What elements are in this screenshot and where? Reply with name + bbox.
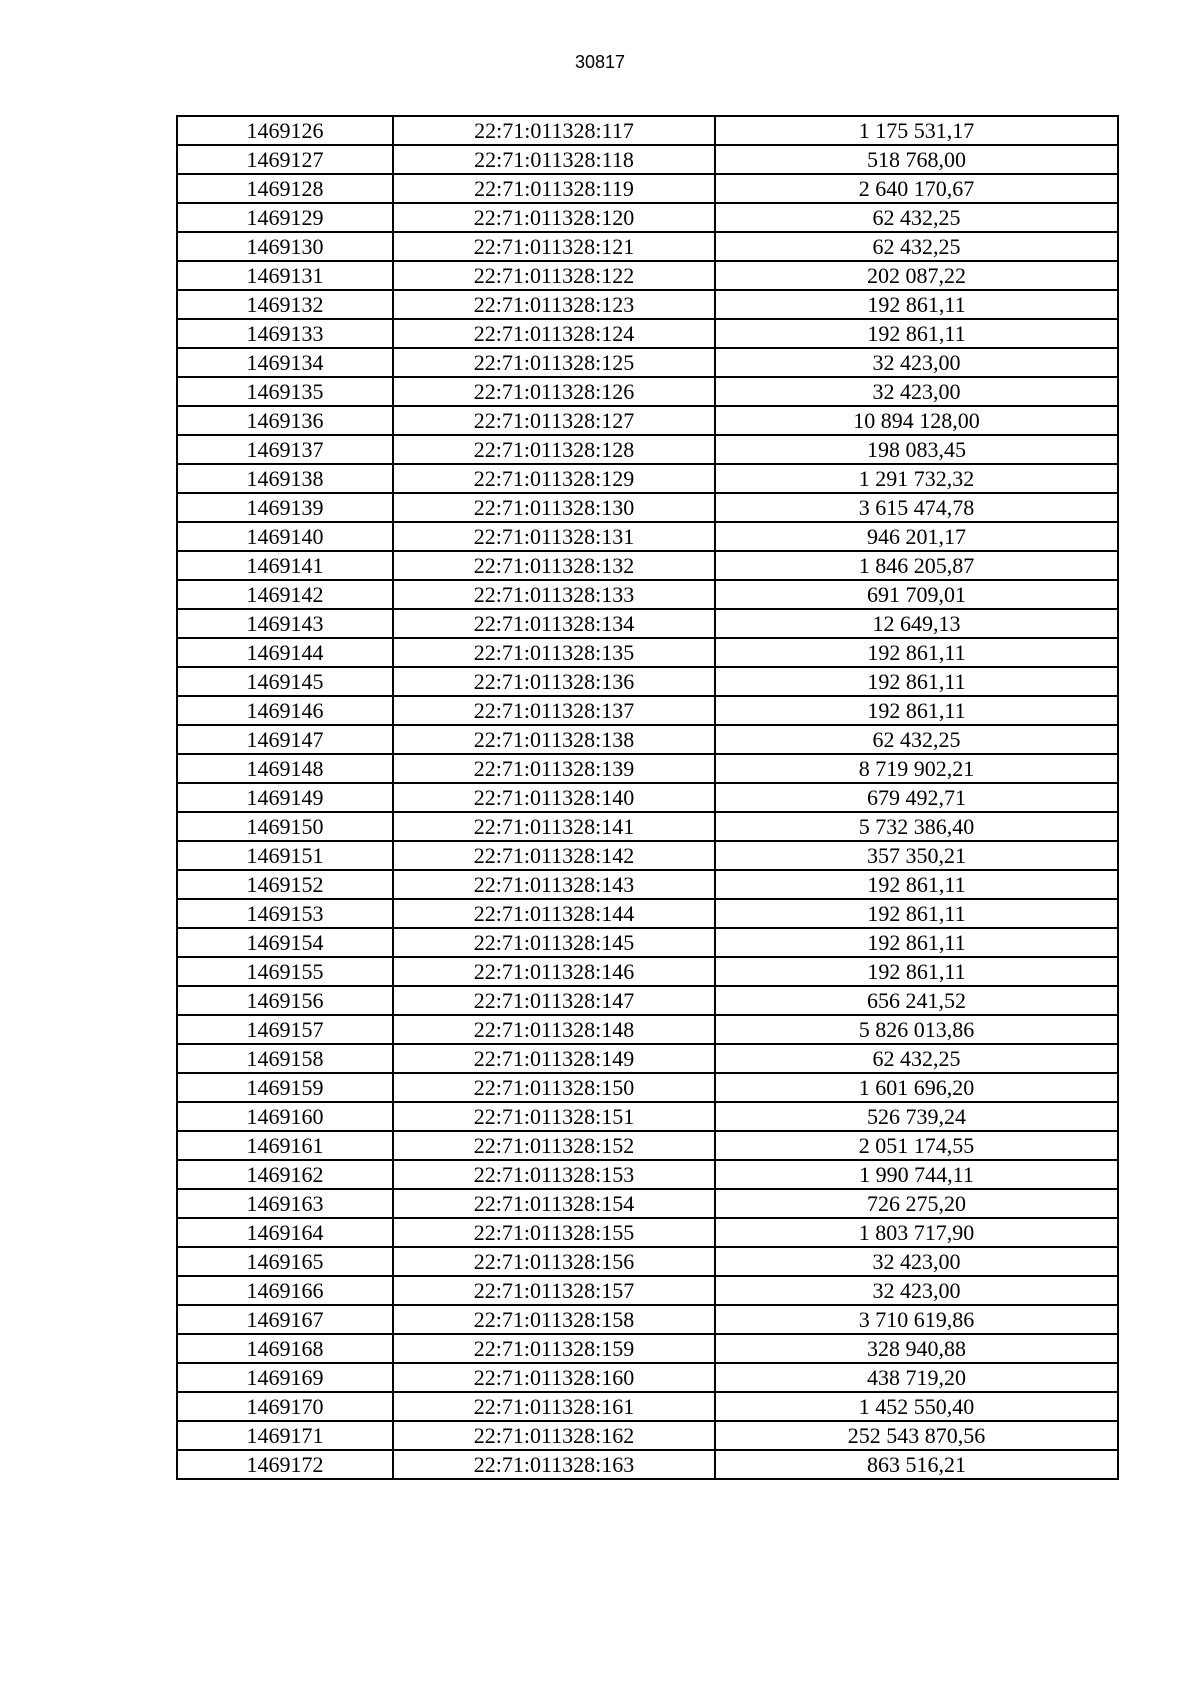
cadastral-number-cell: 22:71:011328:159 <box>393 1334 715 1363</box>
record-number-cell: 1469146 <box>177 696 393 725</box>
table-row <box>177 1421 1118 1450</box>
value-cell: 679 492,71 <box>715 783 1118 812</box>
table-row <box>177 667 1118 696</box>
table-row <box>177 1189 1118 1218</box>
record-number-cell: 1469162 <box>177 1160 393 1189</box>
table-row <box>177 638 1118 667</box>
cadastral-number-cell: 22:71:011328:123 <box>393 290 715 319</box>
value-cell: 726 275,20 <box>715 1189 1118 1218</box>
cadastral-number-cell: 22:71:011328:124 <box>393 319 715 348</box>
cadastral-number-cell: 22:71:011328:118 <box>393 145 715 174</box>
record-number-cell: 1469149 <box>177 783 393 812</box>
record-number-cell: 1469172 <box>177 1450 393 1479</box>
value-cell: 192 861,11 <box>715 319 1118 348</box>
table-row <box>177 609 1118 638</box>
cadastral-number-cell: 22:71:011328:138 <box>393 725 715 754</box>
value-cell: 192 861,11 <box>715 696 1118 725</box>
value-cell: 946 201,17 <box>715 522 1118 551</box>
table-row <box>177 116 1118 145</box>
value-cell: 863 516,21 <box>715 1450 1118 1479</box>
value-cell: 1 803 717,90 <box>715 1218 1118 1247</box>
table-row <box>177 1160 1118 1189</box>
value-cell: 192 861,11 <box>715 899 1118 928</box>
record-number-cell: 1469142 <box>177 580 393 609</box>
value-cell: 2 051 174,55 <box>715 1131 1118 1160</box>
cadastral-number-cell: 22:71:011328:142 <box>393 841 715 870</box>
value-cell: 2 640 170,67 <box>715 174 1118 203</box>
value-cell: 192 861,11 <box>715 638 1118 667</box>
value-cell: 5 732 386,40 <box>715 812 1118 841</box>
record-number-cell: 1469156 <box>177 986 393 1015</box>
table-body <box>177 116 1118 1479</box>
cadastral-number-cell: 22:71:011328:122 <box>393 261 715 290</box>
table-row <box>177 754 1118 783</box>
value-cell: 32 423,00 <box>715 348 1118 377</box>
table-row <box>177 377 1118 406</box>
table-row <box>177 870 1118 899</box>
table-row <box>177 174 1118 203</box>
cadastral-number-cell: 22:71:011328:128 <box>393 435 715 464</box>
cadastral-number-cell: 22:71:011328:144 <box>393 899 715 928</box>
table-row <box>177 899 1118 928</box>
record-number-cell: 1469157 <box>177 1015 393 1044</box>
record-number-cell: 1469131 <box>177 261 393 290</box>
value-cell: 12 649,13 <box>715 609 1118 638</box>
table-row <box>177 1334 1118 1363</box>
cadastral-number-cell: 22:71:011328:126 <box>393 377 715 406</box>
record-number-cell: 1469166 <box>177 1276 393 1305</box>
cadastral-number-cell: 22:71:011328:140 <box>393 783 715 812</box>
record-number-cell: 1469159 <box>177 1073 393 1102</box>
value-cell: 1 175 531,17 <box>715 116 1118 145</box>
cadastral-number-cell: 22:71:011328:147 <box>393 986 715 1015</box>
cadastral-number-cell: 22:71:011328:145 <box>393 928 715 957</box>
record-number-cell: 1469145 <box>177 667 393 696</box>
record-number-cell: 1469144 <box>177 638 393 667</box>
value-cell: 192 861,11 <box>715 870 1118 899</box>
cadastral-number-cell: 22:71:011328:121 <box>393 232 715 261</box>
record-number-cell: 1469165 <box>177 1247 393 1276</box>
table-row <box>177 725 1118 754</box>
value-cell: 691 709,01 <box>715 580 1118 609</box>
cadastral-number-cell: 22:71:011328:129 <box>393 464 715 493</box>
record-number-cell: 1469150 <box>177 812 393 841</box>
value-cell: 252 543 870,56 <box>715 1421 1118 1450</box>
value-cell: 1 291 732,32 <box>715 464 1118 493</box>
cadastral-number-cell: 22:71:011328:143 <box>393 870 715 899</box>
value-cell: 1 990 744,11 <box>715 1160 1118 1189</box>
table-row <box>177 812 1118 841</box>
cadastral-number-cell: 22:71:011328:119 <box>393 174 715 203</box>
record-number-cell: 1469160 <box>177 1102 393 1131</box>
value-cell: 357 350,21 <box>715 841 1118 870</box>
record-number-cell: 1469136 <box>177 406 393 435</box>
table-row <box>177 783 1118 812</box>
cadastral-number-cell: 22:71:011328:148 <box>393 1015 715 1044</box>
value-cell: 192 861,11 <box>715 928 1118 957</box>
value-cell: 656 241,52 <box>715 986 1118 1015</box>
value-cell: 62 432,25 <box>715 725 1118 754</box>
cadastral-number-cell: 22:71:011328:155 <box>393 1218 715 1247</box>
value-cell: 10 894 128,00 <box>715 406 1118 435</box>
cadastral-number-cell: 22:71:011328:152 <box>393 1131 715 1160</box>
record-number-cell: 1469163 <box>177 1189 393 1218</box>
cadastral-number-cell: 22:71:011328:139 <box>393 754 715 783</box>
table-row <box>177 1015 1118 1044</box>
table-row <box>177 957 1118 986</box>
table-row <box>177 522 1118 551</box>
record-number-cell: 1469153 <box>177 899 393 928</box>
value-cell: 518 768,00 <box>715 145 1118 174</box>
record-number-cell: 1469151 <box>177 841 393 870</box>
cadastral-number-cell: 22:71:011328:150 <box>393 1073 715 1102</box>
table-row <box>177 232 1118 261</box>
record-number-cell: 1469148 <box>177 754 393 783</box>
record-number-cell: 1469137 <box>177 435 393 464</box>
value-cell: 5 826 013,86 <box>715 1015 1118 1044</box>
cadastral-number-cell: 22:71:011328:161 <box>393 1392 715 1421</box>
record-number-cell: 1469169 <box>177 1363 393 1392</box>
record-number-cell: 1469154 <box>177 928 393 957</box>
record-number-cell: 1469139 <box>177 493 393 522</box>
cadastral-number-cell: 22:71:011328:160 <box>393 1363 715 1392</box>
record-number-cell: 1469170 <box>177 1392 393 1421</box>
record-number-cell: 1469167 <box>177 1305 393 1334</box>
cadastral-number-cell: 22:71:011328:133 <box>393 580 715 609</box>
cadastral-number-cell: 22:71:011328:141 <box>393 812 715 841</box>
record-number-cell: 1469127 <box>177 145 393 174</box>
table-row <box>177 290 1118 319</box>
cadastral-number-cell: 22:71:011328:151 <box>393 1102 715 1131</box>
cadastral-number-cell: 22:71:011328:130 <box>393 493 715 522</box>
table-row <box>177 406 1118 435</box>
value-cell: 3 615 474,78 <box>715 493 1118 522</box>
record-number-cell: 1469168 <box>177 1334 393 1363</box>
table-row <box>177 551 1118 580</box>
table-row <box>177 1450 1118 1479</box>
table-row <box>177 261 1118 290</box>
cadastral-number-cell: 22:71:011328:153 <box>393 1160 715 1189</box>
record-number-cell: 1469140 <box>177 522 393 551</box>
record-number-cell: 1469161 <box>177 1131 393 1160</box>
table-row <box>177 435 1118 464</box>
record-number-cell: 1469147 <box>177 725 393 754</box>
table-row <box>177 1073 1118 1102</box>
record-number-cell: 1469135 <box>177 377 393 406</box>
value-cell: 328 940,88 <box>715 1334 1118 1363</box>
table-row <box>177 928 1118 957</box>
table-row <box>177 493 1118 522</box>
value-cell: 62 432,25 <box>715 203 1118 232</box>
value-cell: 192 861,11 <box>715 957 1118 986</box>
record-number-cell: 1469128 <box>177 174 393 203</box>
record-number-cell: 1469132 <box>177 290 393 319</box>
cadastral-number-cell: 22:71:011328:136 <box>393 667 715 696</box>
table-row <box>177 1392 1118 1421</box>
table-row <box>177 319 1118 348</box>
cadastral-number-cell: 22:71:011328:163 <box>393 1450 715 1479</box>
cadastral-number-cell: 22:71:011328:127 <box>393 406 715 435</box>
cadastral-number-cell: 22:71:011328:156 <box>393 1247 715 1276</box>
data-table <box>176 115 1119 1480</box>
value-cell: 1 452 550,40 <box>715 1392 1118 1421</box>
cadastral-number-cell: 22:71:011328:135 <box>393 638 715 667</box>
record-number-cell: 1469126 <box>177 116 393 145</box>
cadastral-number-cell: 22:71:011328:125 <box>393 348 715 377</box>
value-cell: 32 423,00 <box>715 377 1118 406</box>
table-row <box>177 348 1118 377</box>
cadastral-number-cell: 22:71:011328:137 <box>393 696 715 725</box>
table-row <box>177 696 1118 725</box>
value-cell: 202 087,22 <box>715 261 1118 290</box>
table-row <box>177 1276 1118 1305</box>
record-number-cell: 1469152 <box>177 870 393 899</box>
value-cell: 3 710 619,86 <box>715 1305 1118 1334</box>
table-row <box>177 1305 1118 1334</box>
cadastral-number-cell: 22:71:011328:117 <box>393 116 715 145</box>
record-number-cell: 1469133 <box>177 319 393 348</box>
record-number-cell: 1469171 <box>177 1421 393 1450</box>
value-cell: 62 432,25 <box>715 1044 1118 1073</box>
value-cell: 32 423,00 <box>715 1276 1118 1305</box>
record-number-cell: 1469134 <box>177 348 393 377</box>
table-row <box>177 841 1118 870</box>
value-cell: 1 846 205,87 <box>715 551 1118 580</box>
table-row <box>177 203 1118 232</box>
table-row <box>177 1247 1118 1276</box>
table-row <box>177 1218 1118 1247</box>
cadastral-number-cell: 22:71:011328:157 <box>393 1276 715 1305</box>
value-cell: 198 083,45 <box>715 435 1118 464</box>
value-cell: 192 861,11 <box>715 290 1118 319</box>
table-row <box>177 1102 1118 1131</box>
cadastral-number-cell: 22:71:011328:149 <box>393 1044 715 1073</box>
value-cell: 8 719 902,21 <box>715 754 1118 783</box>
record-number-cell: 1469141 <box>177 551 393 580</box>
value-cell: 526 739,24 <box>715 1102 1118 1131</box>
cadastral-number-cell: 22:71:011328:131 <box>393 522 715 551</box>
cadastral-number-cell: 22:71:011328:134 <box>393 609 715 638</box>
table-row <box>177 1363 1118 1392</box>
table-row <box>177 580 1118 609</box>
table-row <box>177 1131 1118 1160</box>
value-cell: 192 861,11 <box>715 667 1118 696</box>
value-cell: 1 601 696,20 <box>715 1073 1118 1102</box>
value-cell: 32 423,00 <box>715 1247 1118 1276</box>
record-number-cell: 1469143 <box>177 609 393 638</box>
table-row <box>177 145 1118 174</box>
record-number-cell: 1469129 <box>177 203 393 232</box>
cadastral-number-cell: 22:71:011328:120 <box>393 203 715 232</box>
cadastral-number-cell: 22:71:011328:132 <box>393 551 715 580</box>
record-number-cell: 1469130 <box>177 232 393 261</box>
cadastral-number-cell: 22:71:011328:154 <box>393 1189 715 1218</box>
cadastral-number-cell: 22:71:011328:146 <box>393 957 715 986</box>
page-number: 30817 <box>574 52 626 72</box>
cadastral-number-cell: 22:71:011328:158 <box>393 1305 715 1334</box>
value-cell: 438 719,20 <box>715 1363 1118 1392</box>
record-number-cell: 1469164 <box>177 1218 393 1247</box>
table-row <box>177 1044 1118 1073</box>
record-number-cell: 1469158 <box>177 1044 393 1073</box>
value-cell: 62 432,25 <box>715 232 1118 261</box>
record-number-cell: 1469138 <box>177 464 393 493</box>
table-row <box>177 986 1118 1015</box>
cadastral-number-cell: 22:71:011328:162 <box>393 1421 715 1450</box>
record-number-cell: 1469155 <box>177 957 393 986</box>
table-row <box>177 464 1118 493</box>
